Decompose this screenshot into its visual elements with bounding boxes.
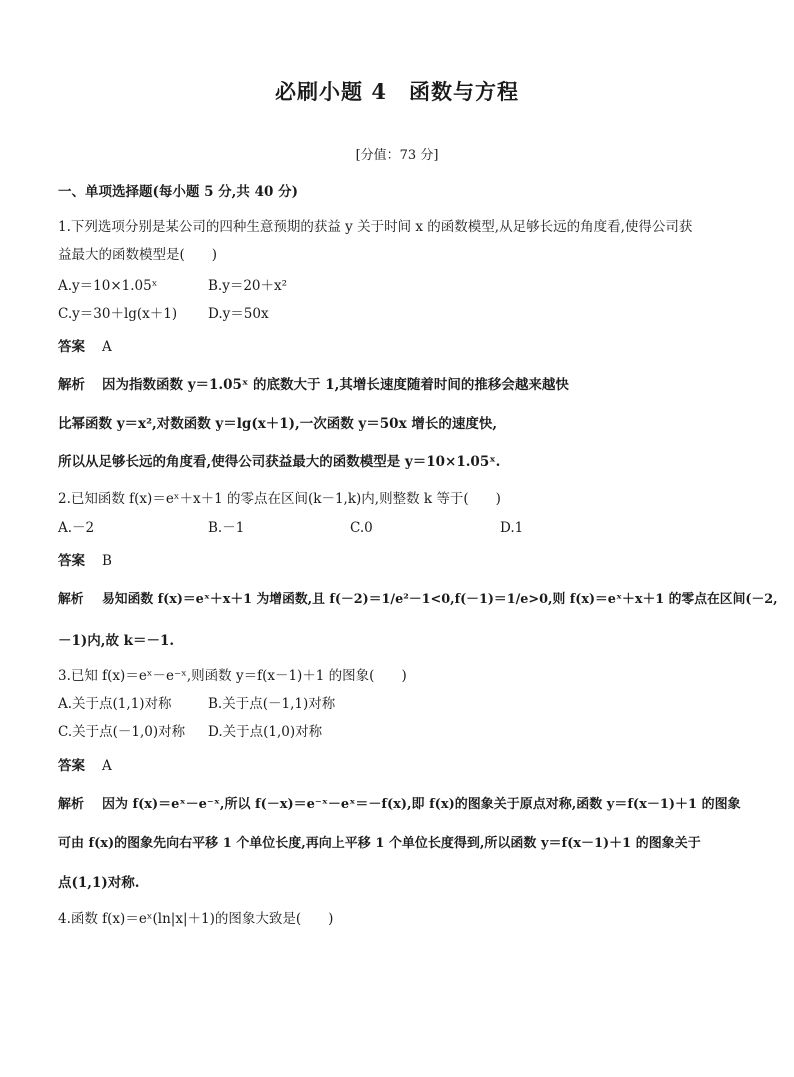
q2-analysis-line1 bbox=[58, 591, 778, 609]
q3-option-c: C.关于点(－1,0)对称 bbox=[58, 724, 186, 740]
q3-option-d: D.关于点(1,0)对称 bbox=[208, 724, 323, 740]
q1-option-d: D.y＝50x bbox=[208, 306, 269, 322]
q2-option-b: B.－1 bbox=[208, 520, 245, 536]
answer-value: A bbox=[102, 339, 112, 355]
q1-analysis-line1 bbox=[58, 376, 569, 394]
analysis-text: 因为 f(x)＝eˣ－e⁻ˣ,所以 f(－x)＝e⁻ˣ－eˣ＝－f(x),即 f(x)的图象关于原点对称,函数 y＝f(x－1)＋1 的图象 bbox=[102, 797, 741, 812]
q2-option-c: C.0 bbox=[350, 520, 373, 536]
q3-analysis-line2: 可由 f(x)的图象先向右平移 1 个单位长度,再向上平移 1 个单位长度得到,所以函数 y＝f(x－1)＋1 的图象关于 bbox=[58, 836, 701, 851]
q1-option-c: C.y＝30＋lg(x＋1) bbox=[58, 306, 178, 322]
section-heading: 一、单项选择题(每小题 5 分,共 40 分) bbox=[58, 184, 298, 200]
analysis-text: 因为指数函数 y＝1.05ˣ 的底数大于 1,其增长速度随着时间的推移会越来越快 bbox=[102, 377, 569, 393]
q2-stem: 2.已知函数 f(x)＝eˣ＋x＋1 的零点在区间(k－1,k)内,则整数 k 等于( ) bbox=[58, 491, 501, 507]
answer-label: 答案 bbox=[58, 758, 85, 774]
q2-options-row bbox=[58, 519, 523, 537]
score-label: [分值：73 分] bbox=[355, 148, 439, 163]
q1-option-a: A.y＝10×1.05ˣ bbox=[58, 278, 158, 294]
q2-option-a: A.－2 bbox=[58, 520, 95, 536]
q1-analysis-line2: 比幂函数 y＝x²,对数函数 y＝lg(x＋1),一次函数 y＝50x 增长的速度快, bbox=[58, 416, 498, 432]
q3-options-row2 bbox=[58, 723, 322, 741]
q3-stem: 3.已知 f(x)＝eˣ－e⁻ˣ,则函数 y＝f(x－1)＋1 的图象( ) bbox=[58, 668, 407, 684]
q2-analysis-line2: －1)内,故 k＝－1. bbox=[58, 633, 175, 649]
q4-stem: 4.函数 f(x)＝eˣ(ln|x|＋1)的图象大致是( ) bbox=[58, 911, 334, 927]
q3-answer bbox=[58, 757, 112, 775]
answer-label: 答案 bbox=[58, 339, 85, 355]
q3-analysis-line3: 点(1,1)对称. bbox=[58, 875, 140, 891]
q2-answer bbox=[58, 552, 112, 570]
q1-answer bbox=[58, 338, 112, 356]
q1-options-row2 bbox=[58, 305, 269, 323]
q2-option-d: D.1 bbox=[500, 520, 524, 536]
q1-options-row1 bbox=[58, 277, 287, 295]
analysis-text: 易知函数 f(x)＝eˣ＋x＋1 为增函数,且 f(－2)＝1/e²－1<0,f(－1)＝1/e>0,则 f(x)＝eˣ＋x＋1 的零点在区间(－2, bbox=[102, 592, 778, 607]
q3-option-a: A.关于点(1,1)对称 bbox=[58, 696, 172, 712]
answer-value: B bbox=[102, 553, 112, 569]
analysis-label: 解析 bbox=[58, 377, 85, 393]
q1-option-b: B.y＝20＋x² bbox=[208, 278, 288, 294]
answer-value: A bbox=[102, 758, 112, 774]
analysis-label: 解析 bbox=[58, 592, 84, 607]
q3-option-b: B.关于点(－1,1)对称 bbox=[208, 696, 336, 712]
q1-stem-line1: 1.下列选项分别是某公司的四种生意预期的获益 y 关于时间 x 的函数模型,从足够长远的角度看,使得公司获 bbox=[58, 219, 693, 235]
page-title: 必刷小题 4 函数与方程 bbox=[275, 79, 519, 104]
answer-label: 答案 bbox=[58, 553, 85, 569]
analysis-label: 解析 bbox=[58, 797, 85, 812]
q1-stem-line2: 益最大的函数模型是( ) bbox=[58, 247, 218, 263]
q1-analysis-line3: 所以从足够长远的角度看,使得公司获益最大的函数模型是 y＝10×1.05ˣ. bbox=[58, 454, 501, 470]
q3-options-row1 bbox=[58, 695, 335, 713]
q3-analysis-line1 bbox=[58, 796, 741, 814]
